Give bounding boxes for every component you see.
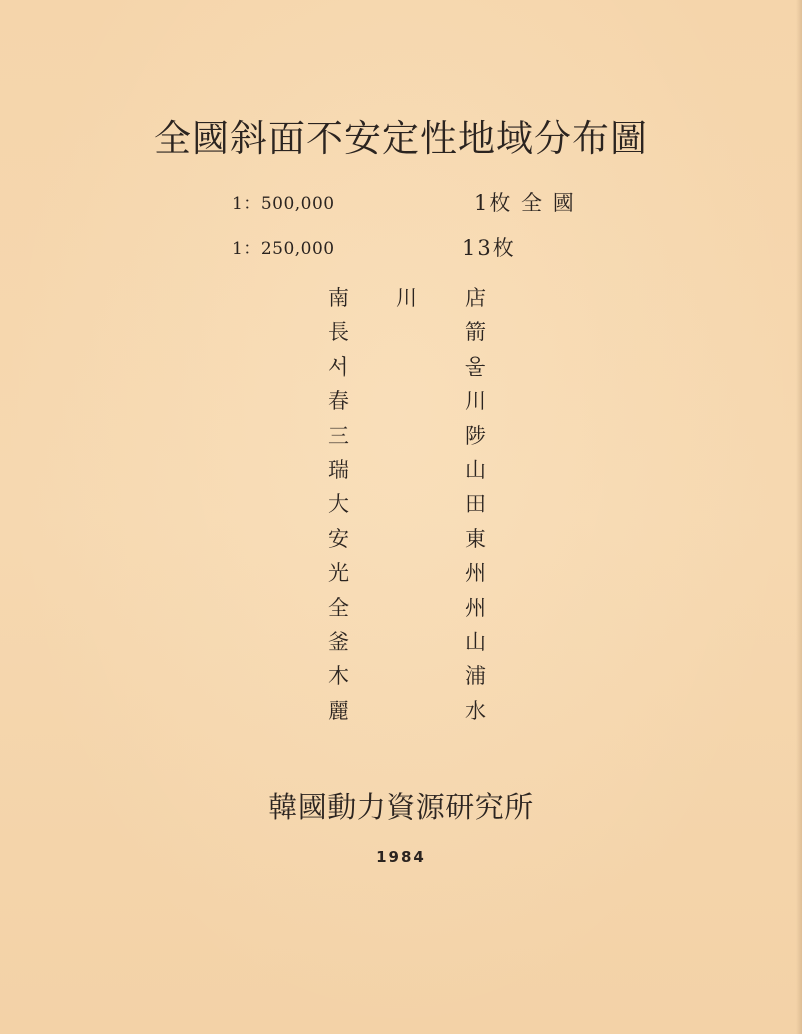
sheet-name-part: 陟 (465, 423, 486, 448)
scale-count: 13枚 (462, 236, 516, 260)
sheet-name-part: 서 (328, 354, 349, 379)
sheet-row (0, 488, 802, 522)
sheet-name-part: 釜 (328, 629, 349, 654)
sheet-name-part: 川 (465, 389, 486, 414)
sheet-name-part: 울 (465, 354, 486, 379)
sheet-row (0, 660, 802, 694)
sheet-row (0, 316, 802, 350)
scale-label: 1：250,000 (232, 239, 335, 259)
sheet-name-part: 山 (465, 629, 486, 654)
sheet-name-part: 店 (465, 286, 486, 310)
publisher-name: 韓國動力資源研究所 (268, 790, 534, 824)
sheet-row (0, 351, 802, 385)
sheet-name-part: 州 (465, 595, 486, 620)
sheet-name-part: 浦 (465, 664, 486, 689)
sheet-name-part: 東 (465, 526, 486, 551)
sheet-name-part: 麗 (328, 698, 349, 723)
sheet-name-part: 州 (465, 561, 486, 586)
sheet-name-part: 全 (328, 595, 349, 620)
sheet-list (0, 282, 802, 729)
sheet-name-part: 山 (465, 457, 486, 482)
scale-label: 1：500,000 (232, 194, 335, 214)
publication-year: 1984 (376, 848, 426, 866)
sheet-name-part: 水 (465, 698, 486, 723)
sheet-name-part: 三 (328, 423, 349, 448)
sheet-name-part: 大 (328, 492, 349, 517)
sheet-row (0, 420, 802, 454)
sheet-row (0, 557, 802, 591)
sheet-name-part: 田 (465, 492, 486, 517)
sheet-name-part: 南 (328, 286, 349, 310)
sheet-name-part: 長 (328, 320, 349, 345)
sheet-row (0, 695, 802, 729)
sheet-name-part: 光 (328, 561, 349, 586)
scale-row-2 (0, 232, 802, 262)
scale-row-1 (0, 187, 802, 217)
sheet-row (0, 523, 802, 557)
sheet-row (0, 592, 802, 626)
sheet-name-part: 安 (328, 526, 349, 551)
sheet-name-part: 春 (328, 389, 349, 414)
sheet-name-part: 箭 (465, 320, 486, 345)
sheet-row (0, 282, 802, 316)
scale-count: 1枚 全 國 (474, 191, 576, 215)
sheet-name-part: 木 (328, 664, 349, 689)
sheet-row (0, 626, 802, 660)
sheet-row (0, 454, 802, 488)
sheet-name-part: 瑞 (328, 457, 349, 482)
sheet-row (0, 385, 802, 419)
sheet-name-part: 川 (396, 286, 417, 310)
document-title: 全國斜面不安定性地域分布圖 (154, 117, 648, 160)
